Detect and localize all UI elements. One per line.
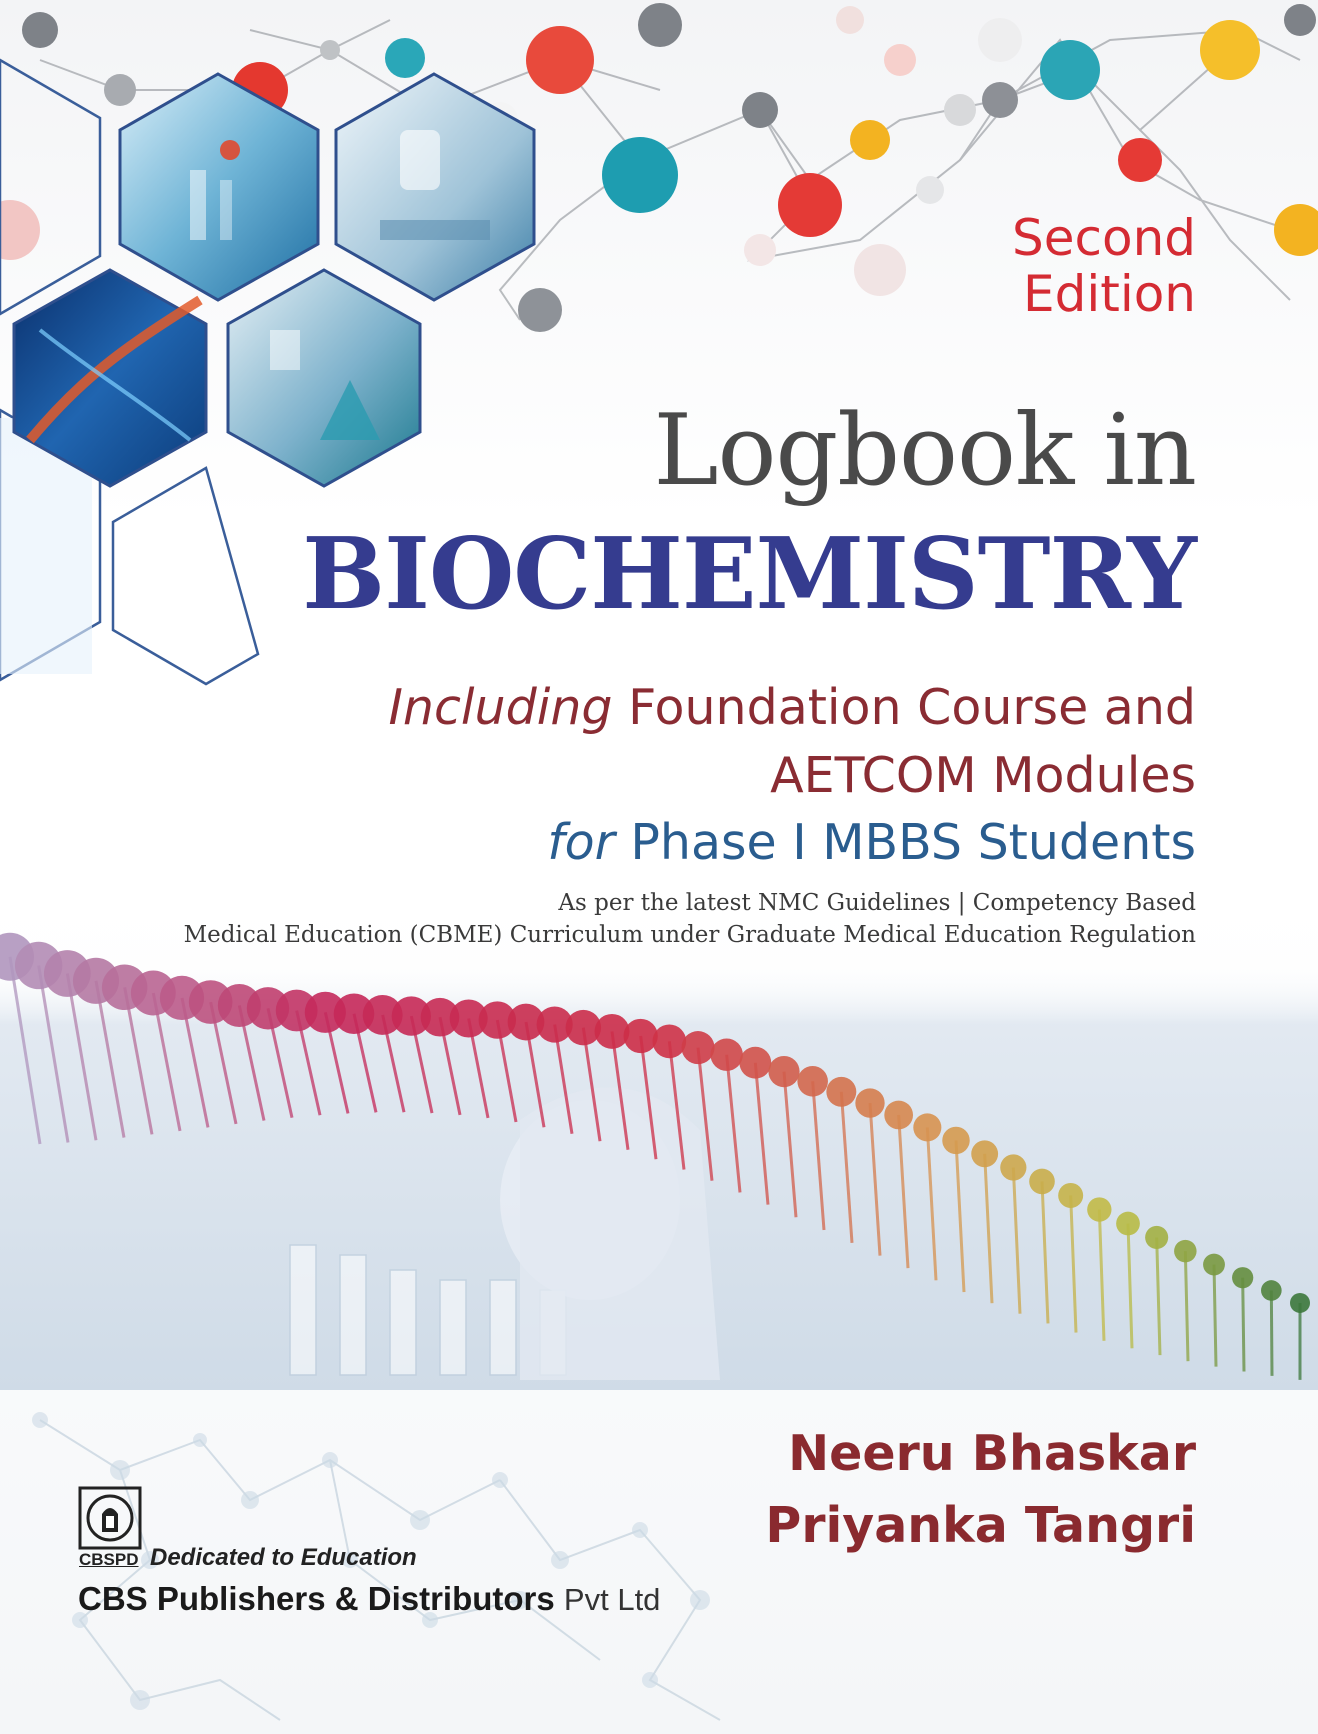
subtitle-line-1-text: Foundation Course and — [628, 679, 1196, 736]
subtitle-line-1 — [388, 678, 1196, 738]
book-title-line-2: BIOCHEMISTRY — [302, 517, 1196, 632]
subtitle-line-3 — [547, 813, 1196, 873]
publisher-abbreviation: CBSPD — [79, 1550, 139, 1569]
edition-line-2: Edition — [1023, 265, 1196, 323]
publisher-name — [78, 1580, 660, 1618]
subtitle-line-3-text: Phase I MBBS Students — [630, 814, 1196, 871]
subtitle-line-2: AETCOM Modules — [770, 747, 1196, 804]
subtitle-line-3-italic-word: for — [547, 814, 615, 871]
publisher-name-suffix: Pvt Ltd — [563, 1582, 661, 1617]
subtitle-italic-word: Including — [388, 679, 613, 736]
edition-label — [1012, 210, 1196, 322]
edition-line-1: Second — [1011, 209, 1196, 267]
publisher-name-main: CBS Publishers & Distributors — [78, 1580, 555, 1617]
author-name: Priyanka Tangri — [765, 1497, 1196, 1554]
publisher-tagline: Dedicated to Education — [150, 1544, 417, 1571]
guideline-line-2: Medical Education (CBME) Curriculum under Graduate Medical Education Regulation — [183, 922, 1196, 948]
cbspd-logo-icon — [78, 1486, 142, 1550]
author-name: Neeru Bhaskar — [788, 1425, 1196, 1482]
book-title-line-1: Logbook in — [653, 394, 1196, 508]
author-list — [765, 1418, 1196, 1562]
guideline-line-1: As per the latest NMC Guidelines | Competency Based — [558, 890, 1196, 916]
